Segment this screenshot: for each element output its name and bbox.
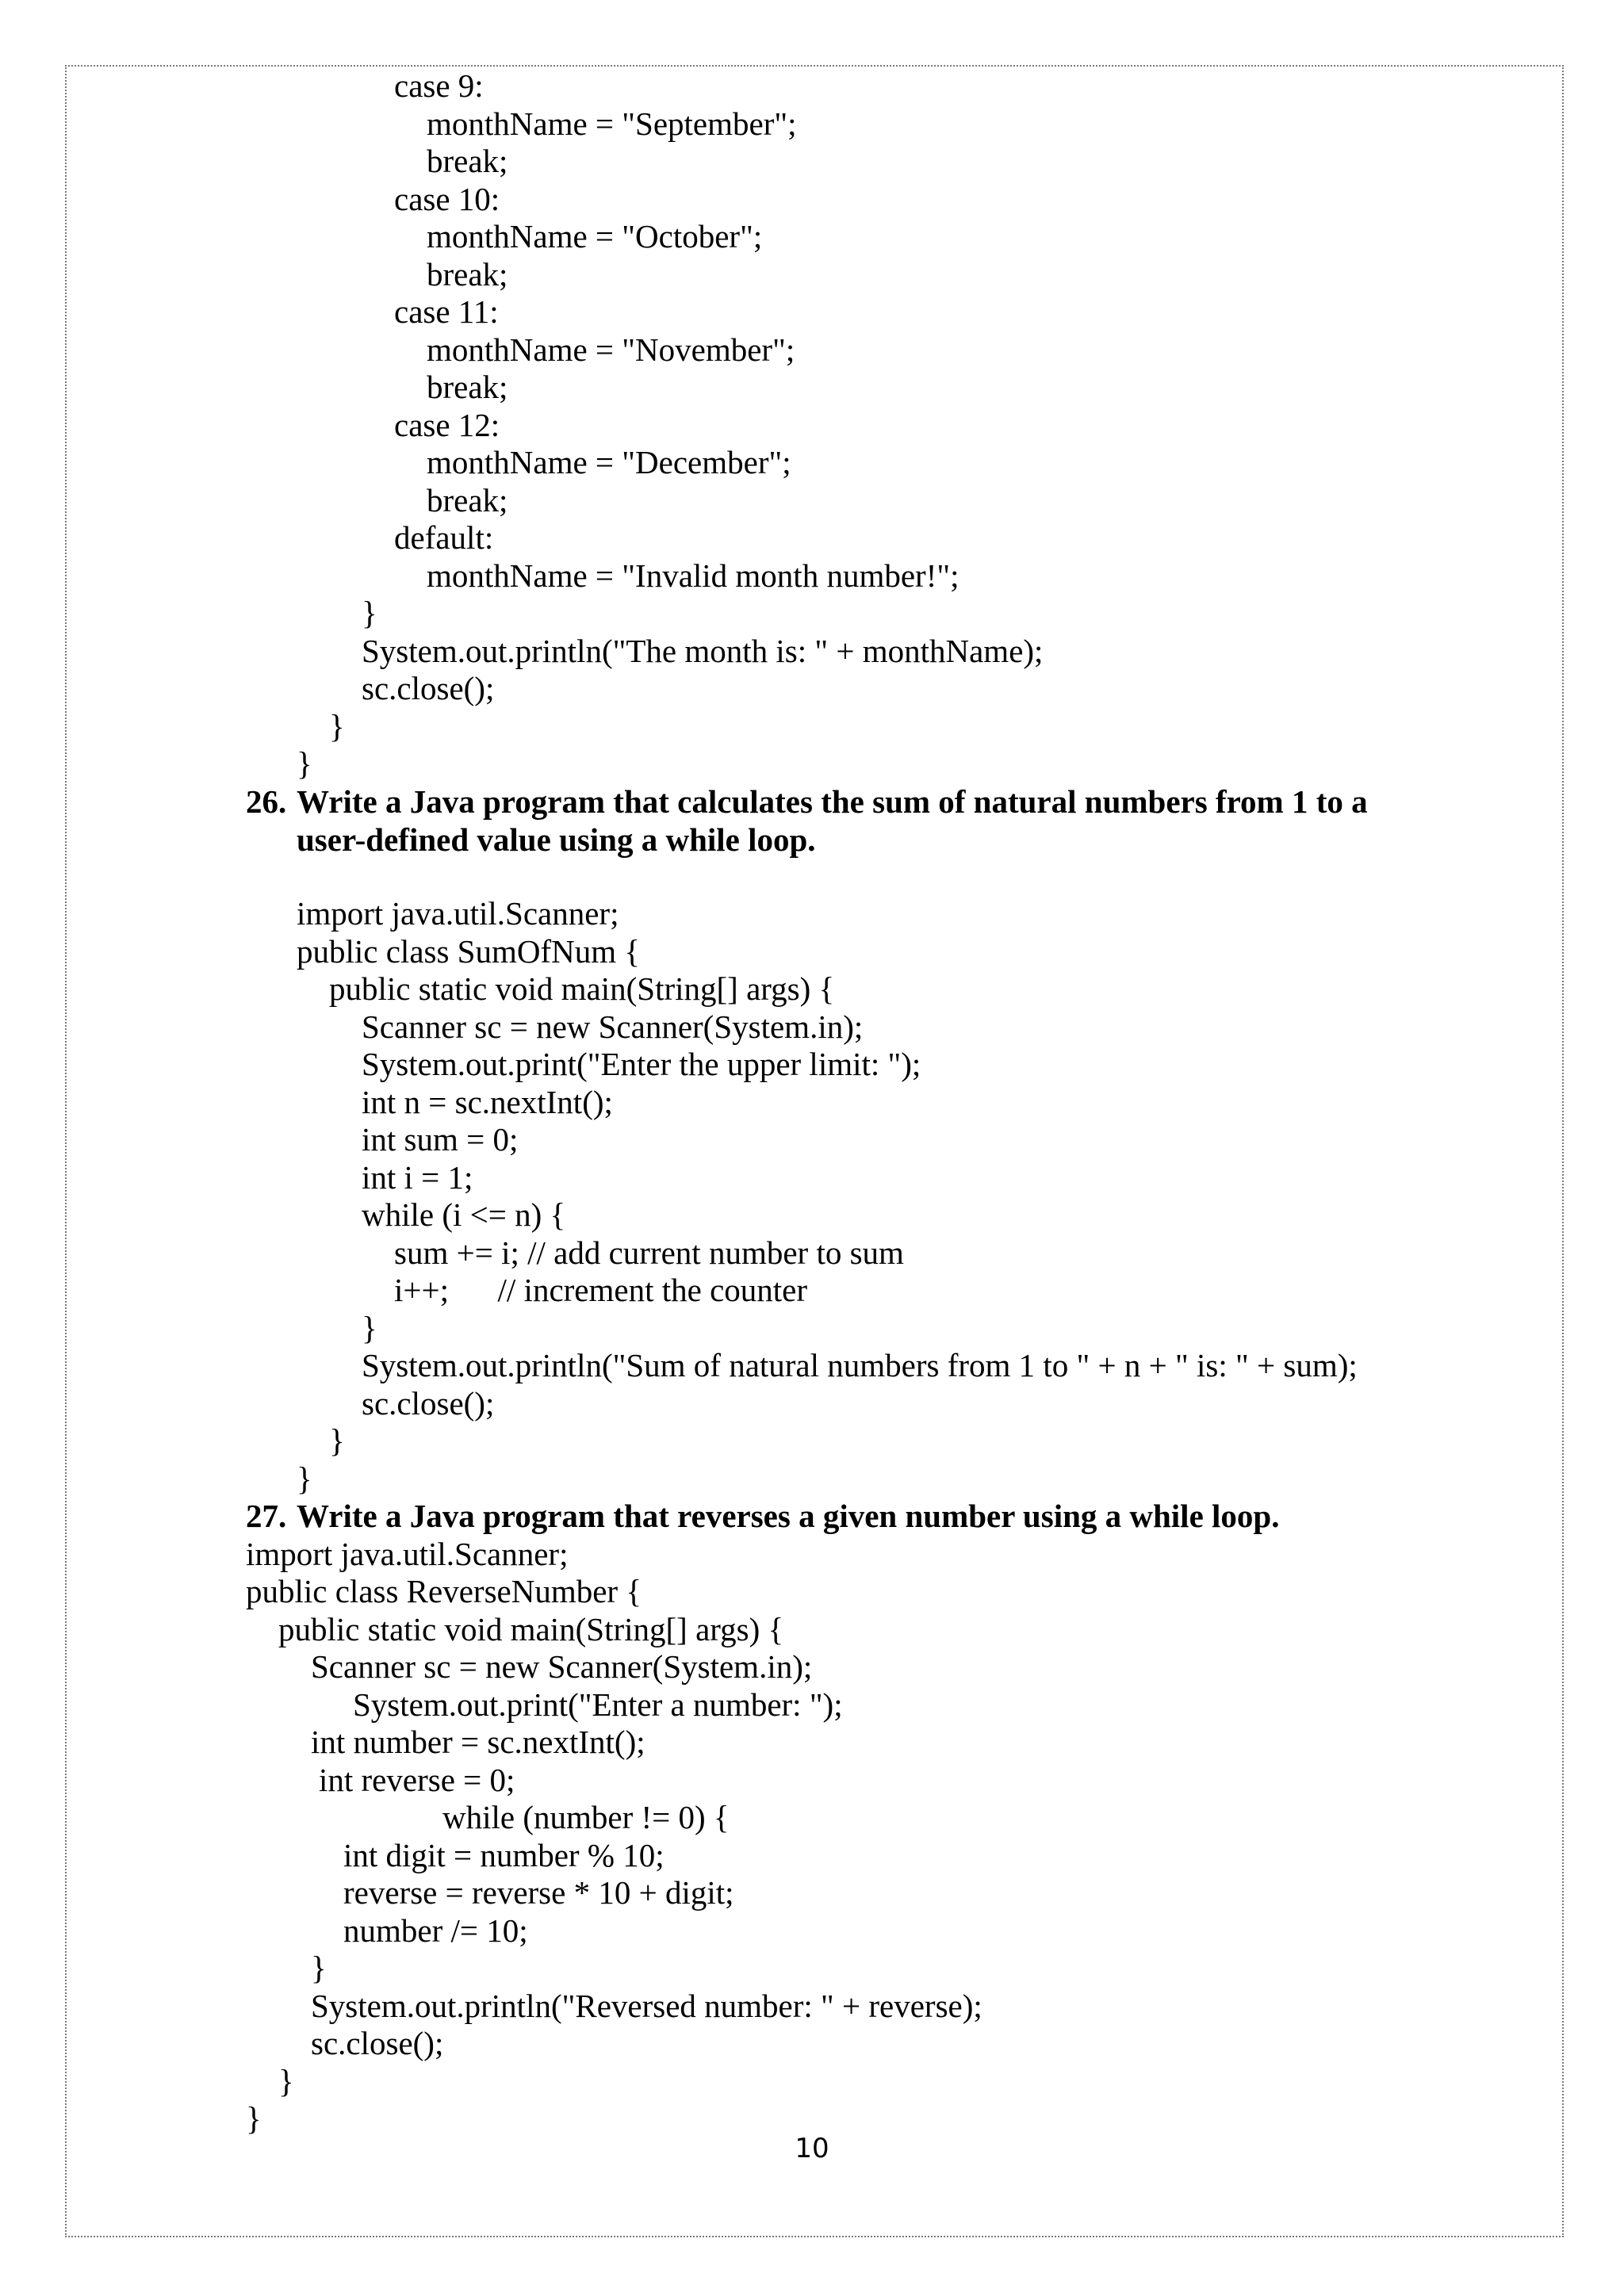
code-line: int reverse = 0; (319, 1762, 515, 1798)
code-line: case 11: (394, 293, 499, 330)
question-26-text: Write a Java program that calculates the sum of natural numbers from 1 to a (297, 783, 1368, 820)
code-line: case 10: (394, 181, 500, 217)
code-line: public class ReverseNumber { (246, 1573, 642, 1609)
code-line: sc.close(); (362, 1385, 495, 1422)
page-border (65, 65, 1564, 2237)
code-line: reverse = reverse * 10 + digit; (343, 1874, 734, 1911)
code-line: case 12: (394, 407, 500, 443)
code-line: int number = sc.nextInt(); (311, 1724, 645, 1760)
code-line: System.out.print("Enter a number: "); (353, 1686, 843, 1723)
code-line: System.out.println("Reversed number: " + reverse); (311, 1988, 982, 2024)
code-line: case 9: (394, 67, 484, 104)
code-line: import java.util.Scanner; (297, 895, 619, 932)
code-line: } (362, 595, 377, 631)
code-line: sum += i; // add current number to sum (394, 1234, 904, 1271)
code-line: } (362, 1310, 377, 1346)
code-line: monthName = "December"; (427, 444, 791, 480)
page-number: 10 (795, 2133, 829, 2164)
code-line: System.out.println("The month is: " + monthName); (362, 633, 1044, 669)
code-line: int digit = number % 10; (343, 1837, 665, 1873)
question-27-number: 27. (246, 1498, 287, 1534)
code-line: } (278, 2063, 294, 2099)
code-line: int i = 1; (362, 1159, 473, 1196)
code-line: break; (427, 143, 508, 179)
code-line: monthName = "October"; (427, 218, 763, 254)
code-line: } (329, 1422, 345, 1459)
code-line: public static void main(String[] args) { (329, 970, 835, 1007)
code-line: } (329, 708, 345, 744)
code-line: System.out.println("Sum of natural numbers from 1 to " + n + " is: " + sum); (362, 1347, 1358, 1383)
question-26-number: 26. (246, 783, 287, 820)
code-line: monthName = "September"; (427, 105, 797, 142)
code-line: break; (427, 369, 508, 405)
code-line: while (i <= n) { (362, 1196, 566, 1233)
code-line: public class SumOfNum { (297, 933, 641, 970)
code-line: i++; // increment the counter (394, 1272, 808, 1308)
code-line: int n = sc.nextInt(); (362, 1084, 613, 1120)
question-27-text: Write a Java program that reverses a given number using a while loop. (297, 1498, 1280, 1534)
code-line: sc.close(); (362, 670, 495, 706)
code-line: while (number != 0) { (442, 1799, 730, 1835)
code-line: monthName = "Invalid month number!"; (427, 557, 959, 594)
question-26-text-cont: user-defined value using a while loop. (297, 821, 816, 858)
code-line: monthName = "November"; (427, 331, 795, 368)
code-line: sc.close(); (311, 2025, 444, 2061)
code-line: break; (427, 482, 508, 519)
code-line: } (297, 1460, 312, 1497)
code-line: int sum = 0; (362, 1121, 519, 1158)
code-line: } (297, 745, 312, 782)
code-line: Scanner sc = new Scanner(System.in); (311, 1648, 813, 1685)
code-line: } (246, 2100, 262, 2137)
code-line: } (311, 1950, 327, 1986)
code-line: break; (427, 256, 508, 293)
code-line: public static void main(String[] args) { (278, 1611, 784, 1647)
code-line: number /= 10; (343, 1912, 528, 1949)
code-line: default: (394, 519, 494, 556)
code-line: System.out.print("Enter the upper limit: "); (362, 1046, 921, 1082)
code-line: Scanner sc = new Scanner(System.in); (362, 1008, 864, 1045)
code-line: import java.util.Scanner; (246, 1536, 569, 1572)
